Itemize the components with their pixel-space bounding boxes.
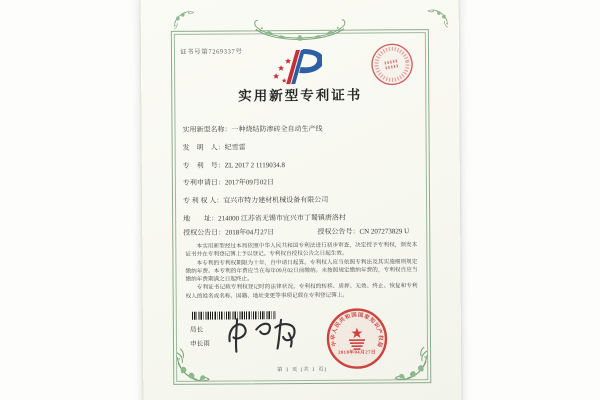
signer-title: 局长	[189, 326, 204, 334]
legal-paragraph: 本专利的专利权期限为十年，自申请日起算。专利权人应当依照专利法及其实施细则规定缴纳年费。本专利的年费应当在每年09月02日前缴纳。未按照规定缴纳年费的，专利权自应当缴纳年费期满之日起终止。	[185, 258, 418, 283]
field-row	[183, 161, 421, 170]
page-footer: 第 1 页 (共 1 页)	[277, 366, 328, 374]
seal-date: 2018年04月27日	[338, 350, 377, 356]
grant-number-label: 授权公告号：	[317, 227, 360, 236]
legal-paragraph: 专利证书记载专利权登记时的法律状况。专利权的转移、质押、无效、终止、恢复和专利权人的姓名或名称、国籍、地址变更等事项记载在专利登记簿上。	[185, 283, 418, 300]
field-row	[183, 214, 421, 223]
field-row	[183, 143, 421, 152]
grant-row	[183, 226, 409, 238]
field-value: 宜兴市特力建材机械设备有限公司	[223, 195, 329, 205]
certificate-title: 实用新型专利证书	[238, 87, 363, 104]
field-value: 纪雪雷	[224, 143, 246, 152]
field-label: 专 利 权 人：	[182, 196, 224, 206]
grant-date-value: 2018年04月27日	[225, 228, 275, 237]
signer-block	[190, 327, 210, 348]
field-row	[182, 125, 420, 134]
field-label: 发 明 人：	[182, 143, 225, 152]
patent-logo-icon	[270, 46, 322, 86]
cnipa-seal-icon	[325, 306, 389, 370]
field-row	[183, 179, 421, 188]
certificate-fields	[182, 125, 421, 223]
garland-ornament-icon	[252, 18, 348, 47]
field-label: 地 址：	[183, 214, 219, 223]
field-row	[183, 196, 421, 205]
corner-flourish-top-right-icon	[427, 9, 449, 31]
grant-date	[183, 227, 274, 238]
field-label: 专利申请日：	[182, 178, 225, 188]
seal-ring-text: 中华人民共和国国家知识产权局	[330, 312, 384, 349]
grant-date-label: 授权公告日：	[183, 228, 226, 237]
certificate-number: 证书号第7269337号	[179, 48, 243, 56]
signer-name: 申长雨	[189, 340, 210, 348]
field-value: 一种烧结防渗砖全自动生产线	[231, 124, 323, 134]
grant-number	[317, 226, 409, 237]
certificate-border-frame	[171, 29, 431, 385]
handwritten-signature-icon	[222, 312, 308, 357]
field-value: 214000 江苏省无锡市宜兴市丁蜀镇唐洛村	[218, 213, 346, 223]
legal-text	[185, 241, 417, 301]
certificate-paper	[141, 0, 462, 400]
field-label: 实用新型名称：	[182, 125, 232, 134]
grant-number-value: CN 207273829 U	[359, 227, 410, 236]
legal-paragraph: 本实用新型经过本局依照中华人民共和国专利法进行初步审查，决定授予专利权，颁发本证书并在专利登记簿上予以登记。专利权自授权公告之日起生效。	[185, 242, 418, 259]
field-label: 专 利 号：	[182, 161, 225, 170]
corner-flourish-top-left-icon	[173, 10, 195, 32]
field-value: ZL 2017 2 1119034.8	[224, 160, 286, 170]
field-value: 2017年09月02日	[224, 178, 274, 187]
